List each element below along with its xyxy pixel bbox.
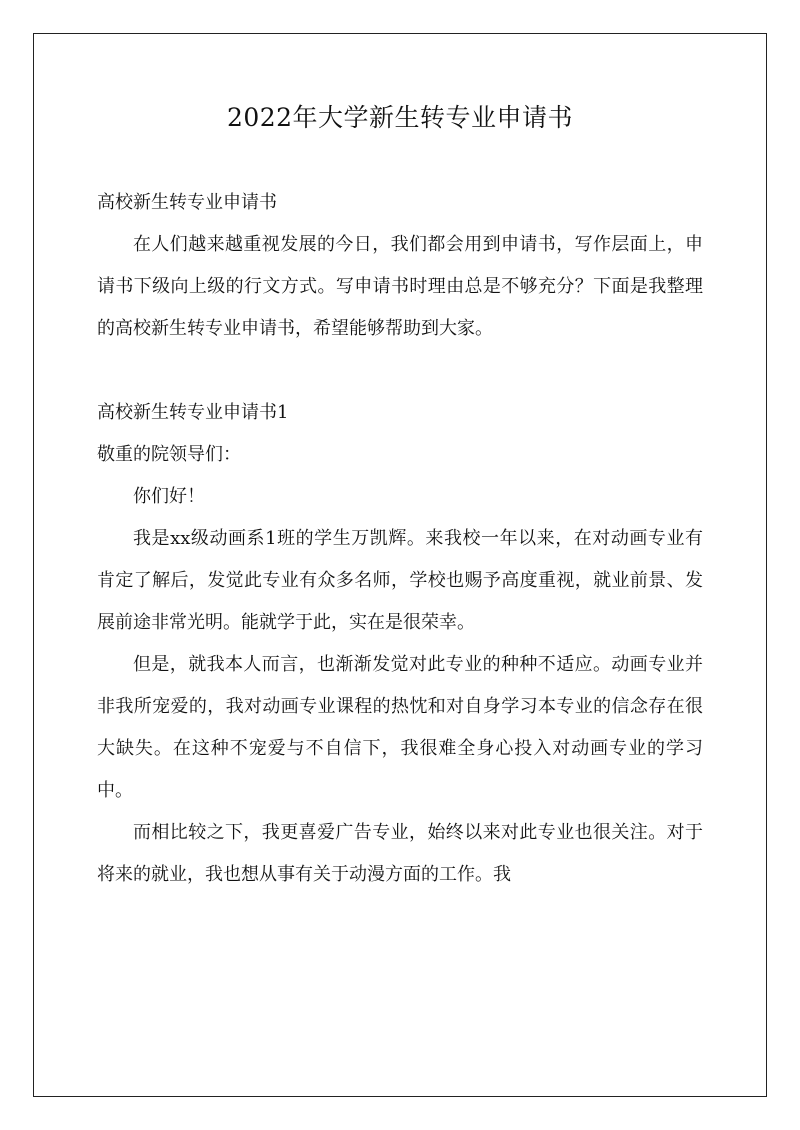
document-title: 2022年大学新生转专业申请书 <box>226 103 574 132</box>
document-body <box>97 182 703 896</box>
salutation: 敬重的院领导们： <box>97 444 241 465</box>
body-paragraph: 但是，就我本人而言，也渐渐发觉对此专业的种种不适应。动画专业并非我所宠爱的，我对动画专业课程的热忱和对自身学习本专业的信念存在很大缺失。在这种不宠爱与不自信下，我很难全身心投入对动画专业的学习中。 <box>97 654 703 801</box>
intro-paragraph: 在人们越来越重视发展的今日，我们都会用到申请书，写作层面上，申请书下级向上级的行文方式。写申请书时理由总是不够充分？下面是我整理的高校新生转专业申请书，希望能够帮助到大家。 <box>97 234 703 339</box>
section-heading: 高校新生转专业申请书 <box>97 192 277 213</box>
body-paragraph: 我是xx级动画系1班的学生万凯辉。来我校一年以来，在对动画专业有肯定了解后，发觉此专业有众多名师，学校也赐予高度重视，就业前景、发展前途非常光明。能就学于此，实在是很荣幸。 <box>97 528 703 633</box>
letter-heading: 高校新生转专业申请书1 <box>97 402 289 423</box>
greeting: 你们好！ <box>133 486 205 507</box>
body-paragraph: 而相比较之下，我更喜爱广告专业，始终以来对此专业也很关注。对于将来的就业，我也想从事有关于动漫方面的工作。我 <box>97 822 703 885</box>
